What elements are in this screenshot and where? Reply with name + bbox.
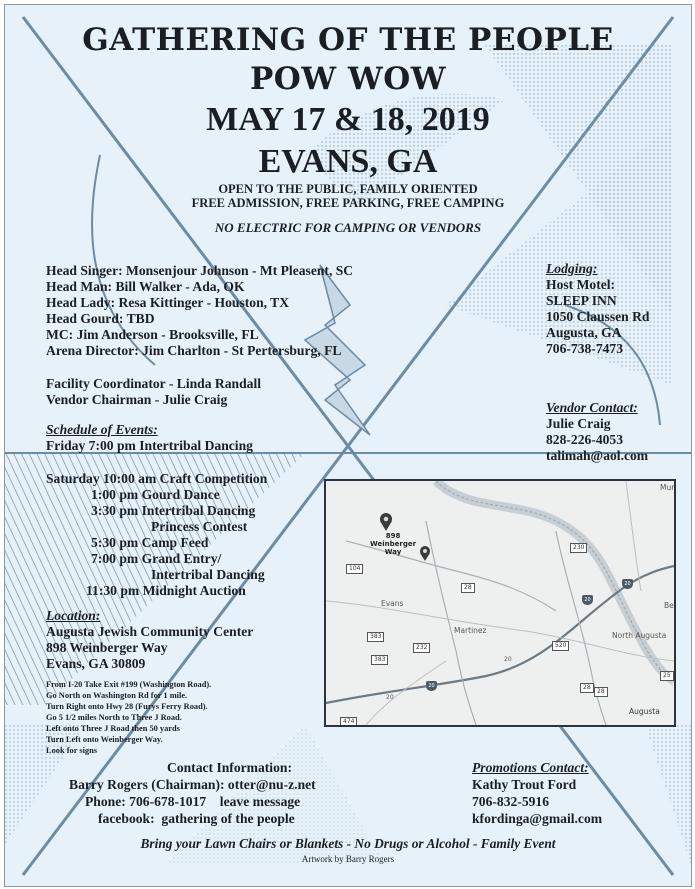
schedule-friday: Friday 7:00 pm Intertribal Dancing	[46, 438, 253, 453]
map-pin-icon[interactable]	[420, 546, 430, 561]
interstate-shield: 20	[622, 579, 633, 589]
directions-line: From I-20 Take Exit #199 (Washington Road).	[46, 680, 212, 689]
map-place-be: Be	[664, 601, 674, 610]
directions-line: Go 5 1/2 miles North to Three J Road.	[46, 713, 182, 722]
directions-line: Go North on Washington Rd for 1 mile.	[46, 691, 188, 700]
directions-line: Turn Left onto Weinberger Way.	[46, 735, 163, 744]
event-subtitle: POW WOW	[249, 61, 447, 97]
promotions-heading: Promotions Contact:	[472, 760, 589, 775]
venue-city: Evans, GA 30809	[46, 656, 146, 671]
vendor-contact-heading: Vendor Contact:	[546, 400, 638, 415]
map-road-label: 20	[386, 694, 394, 701]
schedule-item: Intertribal Dancing	[151, 567, 265, 582]
map-place-evans: Evans	[381, 599, 404, 608]
event-dates: MAY 17 & 18, 2019	[206, 101, 490, 138]
lodging-line: Augusta, GA	[546, 325, 622, 340]
promotions-email[interactable]: kfordinga@gmail.com	[472, 811, 603, 826]
lodging-phone: 706-738-7473	[546, 341, 624, 356]
lodging-line: 1050 Claussen Rd	[546, 309, 650, 324]
artwork-credit: Artwork by Barry Rogers	[301, 854, 395, 864]
route-shield: 104	[346, 564, 363, 574]
promotions-phone: 706-832-5916	[472, 794, 550, 809]
directions-line: Turn Right onto Hwy 28 (Furys Ferry Road).	[46, 702, 208, 711]
contact-facebook: facebook: gathering of the people	[98, 811, 295, 826]
route-shield: 383	[367, 632, 384, 642]
map-place-augusta: Augusta	[629, 707, 660, 716]
public-note: OPEN TO THE PUBLIC, FAMILY ORIENTED	[218, 182, 478, 196]
electric-note: NO ELECTRIC FOR CAMPING OR VENDORS	[214, 220, 482, 235]
staff-head-singer: Head Singer: Monsenjour Johnson - Mt Pleasent, SC	[46, 263, 354, 278]
map-road-label: 20	[504, 656, 512, 663]
map-pin-icon[interactable]	[380, 513, 392, 531]
promotions-name: Kathy Trout Ford	[472, 777, 577, 792]
map-place-mur: Mur	[660, 483, 675, 492]
schedule-item: 3:30 pm Intertribal Dancing	[91, 503, 256, 518]
schedule-item: 11:30 pm Midnight Auction	[86, 583, 246, 598]
event-location: EVANS, GA	[258, 143, 438, 180]
contact-chairman: Barry Rogers (Chairman): otter@nu-z.net	[69, 777, 316, 792]
interstate-shield: 20	[426, 681, 437, 691]
schedule-item: Saturday 10:00 am Craft Competition	[46, 471, 268, 486]
route-shield: 232	[413, 643, 430, 653]
directions-line: Left onto Three J Road then 50 yards	[46, 724, 180, 733]
staff-head-man: Head Man: Bill Walker - Ada, OK	[46, 279, 245, 294]
directions-line: Look for signs	[46, 746, 98, 755]
schedule-heading: Schedule of Events:	[46, 422, 158, 437]
route-shield: 474	[340, 717, 357, 727]
route-shield: 25	[660, 671, 674, 681]
contact-heading: Contact Information:	[167, 760, 292, 775]
interstate-shield: 20	[582, 595, 593, 605]
schedule-item: 1:00 pm Gourd Dance	[91, 487, 220, 502]
location-map[interactable]	[324, 479, 676, 727]
schedule-item: Princess Contest	[151, 519, 248, 534]
lodging-line: Host Motel:	[546, 277, 616, 292]
schedule-item: 5:30 pm Camp Feed	[91, 535, 209, 550]
staff-head-lady: Head Lady: Resa Kittinger - Houston, TX	[46, 295, 290, 310]
venue-street: 898 Weinberger Way	[46, 640, 168, 655]
location-heading: Location:	[46, 608, 101, 623]
map-pin-label: 898 Weinberger Way	[370, 532, 417, 556]
vendor-contact-email[interactable]: talimah@aol.com	[546, 448, 649, 463]
staff-mc: MC: Jim Anderson - Brooksville, FL	[46, 327, 259, 342]
route-shield: 383	[371, 655, 388, 665]
lodging-heading: Lodging:	[546, 261, 598, 276]
schedule-item: 7:00 pm Grand Entry/	[91, 551, 222, 566]
staff-arena-director: Arena Director: Jim Charlton - St Pertersburg, FL	[46, 343, 342, 358]
map-place-north-augusta: North Augusta	[612, 631, 667, 640]
route-shield: 230	[570, 543, 587, 553]
vendor-chairman: Vendor Chairman - Julie Craig	[46, 392, 228, 407]
map-roads	[326, 481, 674, 725]
vendor-contact-phone: 828-226-4053	[546, 432, 624, 447]
staff-head-gourd: Head Gourd: TBD	[46, 311, 155, 326]
route-shield: 28	[461, 583, 475, 593]
vendor-contact-name: Julie Craig	[546, 416, 611, 431]
free-note: FREE ADMISSION, FREE PARKING, FREE CAMPING	[191, 196, 505, 210]
venue-name: Augusta Jewish Community Center	[46, 624, 254, 639]
lodging-line: SLEEP INN	[546, 293, 617, 308]
route-shield: 28	[594, 687, 608, 697]
event-title: GATHERING OF THE PEOPLE	[82, 22, 614, 58]
flyer	[4, 4, 692, 887]
map-place-martinez: Martinez	[454, 626, 487, 635]
route-shield: 520	[552, 641, 569, 651]
facility-coordinator: Facility Coordinator - Linda Randall	[46, 376, 262, 391]
footer-tagline: Bring your Lawn Chairs or Blankets - No Drugs or Alcohol - Family Event	[140, 836, 556, 851]
route-shield: 28	[580, 683, 594, 693]
contact-phone: Phone: 706-678-1017 leave message	[85, 794, 301, 809]
